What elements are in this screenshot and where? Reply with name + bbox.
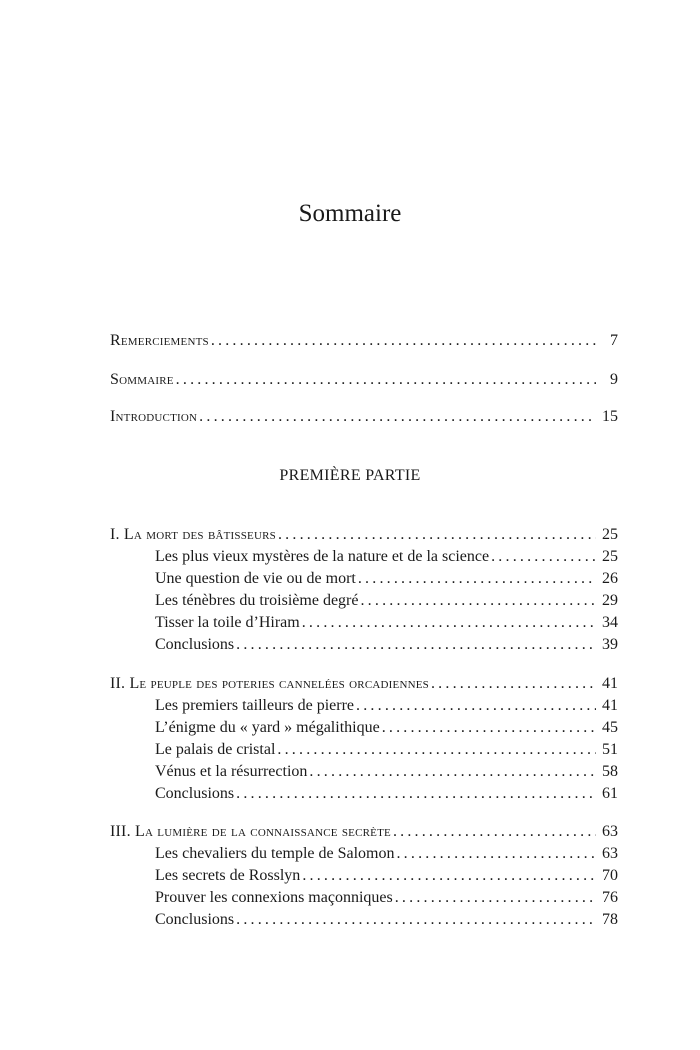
toc-entry-page: 63 (602, 823, 618, 840)
dot-leader (360, 590, 596, 612)
dot-leader (491, 546, 596, 568)
toc-section[interactable] (155, 590, 618, 612)
toc-section[interactable] (155, 865, 618, 887)
toc-entry-label: Introduction (110, 408, 198, 425)
toc-section-label: Les chevaliers du temple de Salomon (155, 845, 395, 862)
toc-entry-page: 9 (610, 371, 618, 388)
toc-section-label: Conclusions (155, 911, 235, 928)
toc-section[interactable] (155, 546, 618, 568)
dot-leader (356, 695, 596, 717)
toc-section-label: L’énigme du « yard » mégalithique (155, 719, 380, 736)
toc-section[interactable] (155, 783, 618, 805)
toc-entry-remerciements[interactable] (110, 330, 618, 352)
toc-section[interactable] (155, 695, 618, 717)
toc-section-label: Les premiers tailleurs de pierre (155, 697, 355, 714)
toc-section-label: Conclusions (155, 785, 235, 802)
dot-leader (236, 783, 596, 805)
part-heading: PREMIÈRE PARTIE (279, 467, 421, 484)
toc-section[interactable] (155, 568, 618, 590)
toc-entry-page: 70 (602, 867, 618, 884)
toc-entry-label: Remerciements (110, 332, 209, 349)
toc-section[interactable] (155, 634, 618, 656)
dot-leader (199, 406, 596, 428)
dot-leader (236, 634, 596, 656)
toc-section[interactable] (155, 887, 618, 909)
dot-leader (211, 330, 596, 352)
toc-entry-page: 29 (602, 592, 618, 609)
toc-entry-page: 78 (602, 911, 618, 928)
toc-section[interactable] (155, 739, 618, 761)
toc-chapter-label: III. La lumière de la connaissance secrète (110, 823, 391, 840)
toc-section-label: Vénus et la résurrection (155, 763, 308, 780)
dot-leader (309, 761, 596, 783)
toc-section-label: Tisser la toile d’Hiram (155, 614, 300, 631)
toc-entry-page: 63 (602, 845, 618, 862)
toc-entry-page: 7 (610, 332, 618, 349)
page-title: Sommaire (298, 200, 402, 227)
toc-section-label: Les plus vieux mystères de la nature et de la science (155, 548, 490, 565)
toc-section-label: Le palais de cristal (155, 741, 276, 758)
toc-entry-page: 15 (602, 408, 618, 425)
dot-leader (396, 843, 596, 865)
toc-entry-page: 25 (602, 548, 618, 565)
toc-section[interactable] (155, 717, 618, 739)
dot-leader (382, 717, 596, 739)
toc-section-label: Conclusions (155, 636, 235, 653)
dot-leader (302, 612, 596, 634)
dot-leader (358, 568, 596, 590)
toc-section[interactable] (155, 843, 618, 865)
toc-entry-sommaire[interactable] (110, 369, 618, 391)
toc-entry-page: 34 (602, 614, 618, 631)
dot-leader (393, 821, 596, 843)
toc-entry-page: 41 (602, 675, 618, 692)
toc-section[interactable] (155, 909, 618, 931)
toc-chapter-2[interactable] (110, 673, 618, 695)
toc-entry-page: 25 (602, 526, 618, 543)
toc-entry-page: 76 (602, 889, 618, 906)
toc-entry-page: 26 (602, 570, 618, 587)
toc-entry-introduction[interactable] (110, 406, 618, 428)
toc-section[interactable] (155, 761, 618, 783)
toc-entry-page: 45 (602, 719, 618, 736)
dot-leader (302, 865, 596, 887)
dot-leader (395, 887, 596, 909)
toc-chapter-label: II. Le peuple des poteries cannelées orcadiennes (110, 675, 429, 692)
toc-entry-page: 61 (602, 785, 618, 802)
toc-section[interactable] (155, 612, 618, 634)
dot-leader (176, 369, 596, 391)
toc-section-label: Les secrets de Rosslyn (155, 867, 301, 884)
toc-chapter-1[interactable] (110, 524, 618, 546)
toc-entry-page: 58 (602, 763, 618, 780)
toc-entry-page: 39 (602, 636, 618, 653)
toc-section-label: Les ténèbres du troisième degré (155, 592, 359, 609)
toc-entry-label: Sommaire (110, 371, 174, 388)
toc-entry-page: 51 (602, 741, 618, 758)
dot-leader (431, 673, 596, 695)
toc-chapter-label: I. La mort des bâtisseurs (110, 526, 276, 543)
dot-leader (278, 524, 596, 546)
toc-entry-page: 41 (602, 697, 618, 714)
toc-section-label: Une question de vie ou de mort (155, 570, 356, 587)
dot-leader (236, 909, 596, 931)
toc-chapter-3[interactable] (110, 821, 618, 843)
dot-leader (277, 739, 596, 761)
toc-section-label: Prouver les connexions maçonniques (155, 889, 393, 906)
